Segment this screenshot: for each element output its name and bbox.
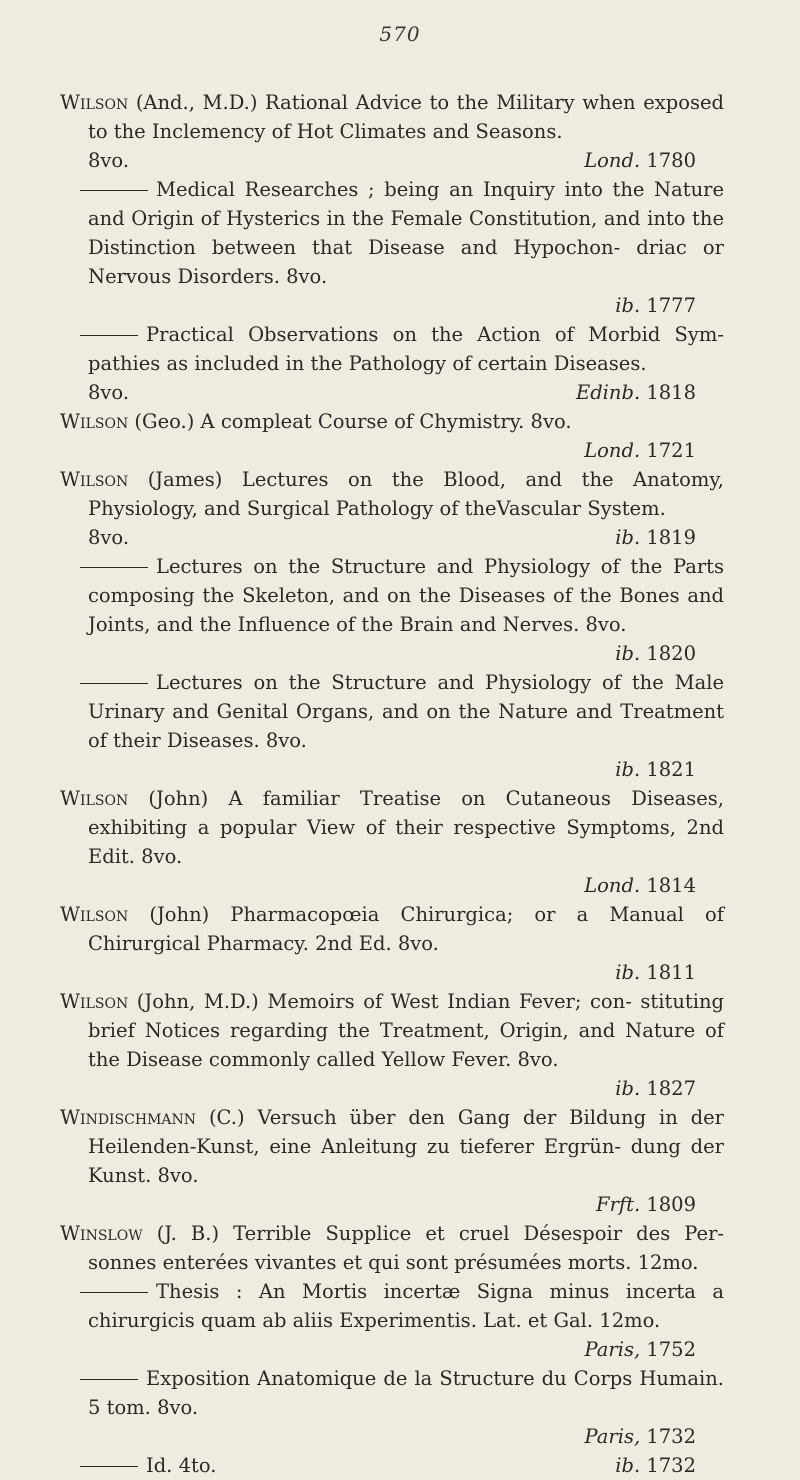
entry-year: 1819 [646, 526, 696, 549]
ditto-rule [80, 1292, 148, 1293]
entry-place: Paris, [584, 1338, 641, 1361]
bibliography-entry [60, 407, 724, 465]
bibliography-entry [60, 88, 724, 175]
entry-year: 1752 [646, 1338, 696, 1361]
entry-imprint [60, 378, 724, 407]
entry-author: Winslow [60, 1222, 143, 1245]
ditto-rule [80, 335, 138, 336]
entry-title: Lectures on the Structure and Physiology of the Male Urinary and Genital Organs, and on the Nature and Treatment of their Diseases. 8vo. [88, 671, 724, 752]
entry-title: Exposition Anatomique de la Structure du Corps Humain. 5 tom. 8vo. [88, 1367, 724, 1419]
entry-title: (C.) Versuch über den Gang der Bildung in der Heilenden-Kunst, eine Anleitung zu tieferer Ergrün- dung der Kunst. 8vo. [88, 1106, 724, 1187]
entry-imprint [60, 1190, 724, 1219]
bibliography-entry [60, 900, 724, 987]
bibliography-entry [60, 784, 724, 900]
entry-format: 8vo. [88, 149, 130, 172]
entry-place: Lond. [584, 874, 641, 897]
entry-imprint [60, 1422, 724, 1451]
entry-imprint [60, 871, 724, 900]
bibliography-entry [60, 175, 724, 320]
entry-title: (John) A familiar Treatise on Cutaneous Diseases, exhibiting a popular View of their respective Symptoms, 2nd Edit. 8vo. [88, 787, 724, 868]
entry-imprint [60, 1451, 724, 1480]
ditto-rule [80, 567, 148, 568]
entry-format: 8vo. [88, 526, 130, 549]
entry-year: 1814 [646, 874, 696, 897]
bibliography-list [60, 88, 724, 1480]
entry-place: ib. [615, 642, 641, 665]
entry-year: 1721 [646, 439, 696, 462]
entry-year: 1777 [646, 294, 696, 317]
bibliography-entry [60, 987, 724, 1103]
bibliography-entry [60, 668, 724, 784]
bibliography-entry [60, 1103, 724, 1219]
bibliography-entry [60, 552, 724, 668]
ditto-rule [80, 1379, 138, 1380]
entry-imprint [60, 639, 724, 668]
entry-imprint [60, 1074, 724, 1103]
entry-author: Wilson [60, 903, 129, 926]
entry-place: ib. [615, 961, 641, 984]
entry-year: 1818 [646, 381, 696, 404]
bibliography-entry [60, 465, 724, 552]
ditto-rule [80, 1466, 138, 1467]
entry-year: 1780 [646, 149, 696, 172]
entry-title: (And., M.D.) Rational Advice to the Military when exposed to the Inclemency of Hot Climates and Seasons. [88, 91, 725, 143]
entry-title: Medical Researches ; being an Inquiry into the Nature and Origin of Hysterics in the Female Constitution, and into the Distinction between that Disease and Hypochon- driac or Nervous Disorders. 8vo. [88, 178, 724, 288]
entry-place: ib. [615, 758, 641, 781]
entry-title: (Geo.) A compleat Course of Chymistry. 8vo. [134, 410, 572, 433]
entry-imprint [60, 755, 724, 784]
entry-year: 1827 [646, 1077, 696, 1100]
bibliography-entry [60, 1364, 724, 1451]
entry-title: Id. 4to. [146, 1454, 217, 1477]
bibliography-entry [60, 1451, 724, 1480]
page-number: 570 [379, 22, 421, 46]
entry-author: Wilson [60, 410, 129, 433]
entry-year: 1732 [646, 1454, 696, 1477]
entry-place: Edinb. [575, 381, 641, 404]
bibliography-entry [60, 320, 724, 407]
entry-author: Wilson [60, 787, 129, 810]
entry-place: Lond. [584, 149, 641, 172]
bibliography-entry [60, 1277, 724, 1364]
entry-imprint [60, 958, 724, 987]
entry-title: Thesis : An Mortis incertæ Signa minus incerta a chirurgicis quam ab aliis Experimentis. Lat. et Gal. 12mo. [88, 1280, 724, 1332]
entry-imprint [60, 436, 724, 465]
entry-title: (John) Pharmacopœia Chirurgica; or a Manual of Chirurgical Pharmacy. 2nd Ed. 8vo. [88, 903, 724, 955]
entry-title: (James) Lectures on the Blood, and the Anatomy, Physiology, and Surgical Pathology of theVascular System. [88, 468, 724, 520]
entry-place: ib. [615, 294, 641, 317]
entry-place: Frft. [596, 1193, 641, 1216]
entry-place: Lond. [584, 439, 641, 462]
entry-year: 1821 [646, 758, 696, 781]
entry-imprint [60, 291, 724, 320]
entry-imprint [60, 523, 724, 552]
entry-year: 1820 [646, 642, 696, 665]
entry-title: Practical Observations on the Action of Morbid Sym- pathies as included in the Pathology of certain Diseases. [88, 323, 724, 375]
entry-author: Wilson [60, 91, 129, 114]
bibliography-entry [60, 1219, 724, 1277]
ditto-rule [80, 683, 148, 684]
entry-place: Paris, [584, 1425, 641, 1448]
entry-imprint [60, 1335, 724, 1364]
entry-year: 1732 [646, 1425, 696, 1448]
entry-imprint [60, 146, 724, 175]
entry-format: 8vo. [88, 381, 130, 404]
entry-author: Windischmann [60, 1106, 197, 1129]
entry-year: 1809 [646, 1193, 696, 1216]
entry-title: Lectures on the Structure and Physiology of the Parts composing the Skeleton, and on the Diseases of the Bones and Joints, and the Influence of the Brain and Nerves. 8vo. [88, 555, 724, 636]
entry-place: ib. [615, 1454, 641, 1477]
entry-place: ib. [615, 1077, 641, 1100]
entry-year: 1811 [646, 961, 696, 984]
entry-place: ib. [615, 526, 641, 549]
entry-author: Wilson [60, 468, 129, 491]
ditto-rule [80, 190, 148, 191]
entry-author: Wilson [60, 990, 129, 1013]
entry-title: (J. B.) Terrible Supplice et cruel Désespoir des Per- sonnes enterées vivantes et qui sont présumées morts. 12mo. [88, 1222, 725, 1274]
entry-title: (John, M.D.) Memoirs of West Indian Fever; con- stituting brief Notices regarding the Treatment, Origin, and Nature of the Disease commonly called Yellow Fever. 8vo. [88, 990, 724, 1071]
